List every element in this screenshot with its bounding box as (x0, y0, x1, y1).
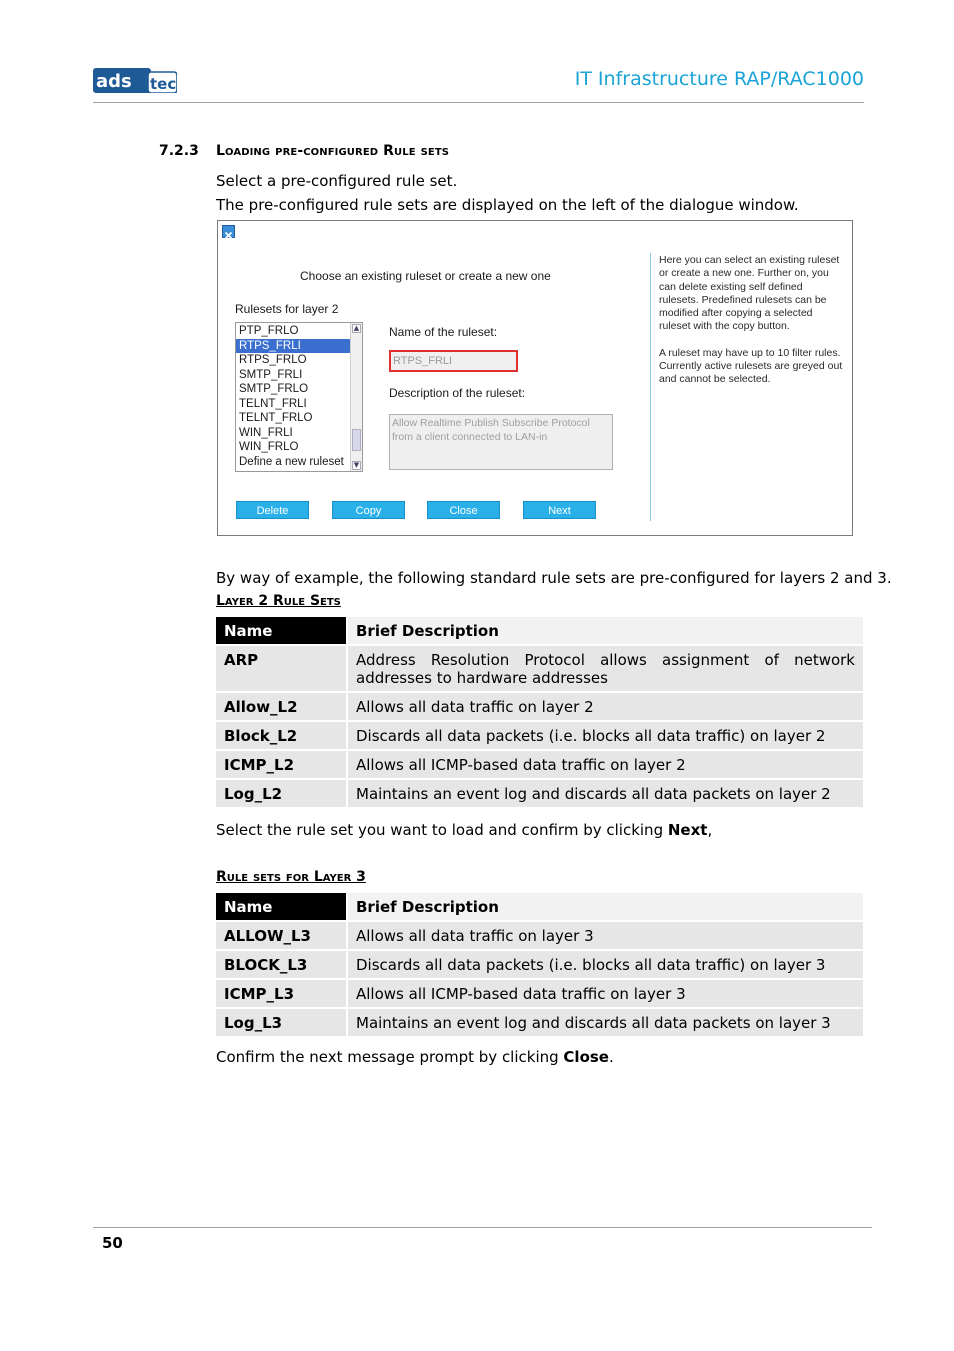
ruleset-description: Allows all ICMP-based data traffic on layer 2 (347, 750, 863, 779)
ruleset-description: Address Resolution Protocol allows assignment of network addresses to hardware addresses (347, 645, 863, 692)
ruleset-name: Allow_L2 (216, 692, 347, 721)
ruleset-description: Allows all data traffic on layer 2 (347, 692, 863, 721)
table-header-row (216, 617, 863, 645)
intro-line-2: The pre-configured rule sets are displayed on the left of the dialogue window. (216, 196, 799, 214)
ruleset-name: Log_L2 (216, 779, 347, 808)
scroll-thumb[interactable] (352, 429, 361, 451)
ruleset-option[interactable]: TELNT_FRLO (239, 412, 313, 424)
ruleset-name-field[interactable]: RTPS_FRLI (389, 350, 518, 372)
ruleset-description: Discards all data packets (i.e. blocks all data traffic) on layer 2 (347, 721, 863, 750)
ruleset-dialog (217, 220, 853, 536)
ruleset-description-label: Description of the ruleset: (389, 386, 526, 400)
ruleset-name: ICMP_L3 (216, 979, 347, 1008)
table-row (216, 779, 863, 808)
ruleset-description: Discards all data packets (i.e. blocks all data traffic) on layer 3 (347, 950, 863, 979)
ruleset-listbox[interactable] (235, 322, 363, 472)
note-text: Select the rule set you want to load and confirm by clicking (216, 821, 668, 839)
ads-tec-logo (93, 68, 177, 93)
ruleset-name: ICMP_L2 (216, 750, 347, 779)
ruleset-option[interactable]: WIN_FRLI (239, 426, 293, 439)
layer2-heading: Layer 2 Rule Sets (216, 593, 341, 609)
column-header-name: Name (216, 617, 347, 645)
ruleset-option-new[interactable]: Define a new ruleset (239, 455, 344, 468)
table-row (216, 721, 863, 750)
ruleset-description: Maintains an event log and discards all data packets on layer 2 (347, 779, 863, 808)
ruleset-description: Maintains an event log and discards all data packets on layer 3 (347, 1008, 863, 1037)
layer3-table (216, 893, 863, 1038)
note-bold: Close (563, 1048, 609, 1066)
footer-divider (93, 1227, 872, 1228)
note-suffix: . (608, 1048, 614, 1066)
ruleset-option[interactable]: SMTP_FRLO (239, 383, 309, 395)
ruleset-name: ARP (216, 645, 347, 692)
document-title: IT Infrastructure RAP/RAC1000 (574, 68, 864, 90)
ruleset-option[interactable]: TELNT_FRLI (239, 397, 307, 410)
table-row (216, 950, 863, 979)
ruleset-option[interactable]: RTPS_FRLO (239, 354, 307, 366)
table-row (216, 692, 863, 721)
close-button[interactable]: Close (427, 501, 500, 519)
intro-line-1: Select a pre-configured rule set. (216, 172, 458, 190)
layer3-heading: Rule sets for Layer 3 (216, 869, 366, 885)
example-text: By way of example, the following standard rule sets are pre-configured for layers 2 and 3. (216, 569, 892, 587)
note-bold: Next (667, 821, 708, 839)
help-paragraph: A ruleset may have up to 10 filter rules. Currently active rulesets are greyed out and cannot be selected. (659, 346, 843, 386)
ruleset-name: ALLOW_L3 (216, 921, 347, 950)
column-header-name: Name (216, 893, 347, 921)
ruleset-option[interactable]: PTP_FRLO (239, 325, 299, 337)
logo-text-ads: ads (96, 71, 132, 92)
dialog-prompt: Choose an existing ruleset or create a new one (300, 269, 551, 283)
ruleset-option-selected[interactable]: RTPS_FRLI (236, 339, 352, 354)
layer2-table (216, 617, 863, 809)
note-suffix: , (707, 821, 713, 839)
section-number: 7.2.3 (159, 143, 199, 159)
table-row (216, 750, 863, 779)
copy-button[interactable]: Copy (332, 501, 405, 519)
help-paragraph: Here you can select an existing ruleset or create a new one. Further on, you can delete existing self defined rulesets. Predefined rulesets can be modified after copying a selected ruleset with the copy button. (659, 254, 840, 333)
ruleset-description: Allows all data traffic on layer 3 (347, 921, 863, 950)
column-header-description: Brief Description (347, 617, 863, 645)
scroll-down-icon[interactable]: ▼ (353, 461, 360, 469)
ruleset-list-label: Rulesets for layer 2 (235, 302, 339, 316)
layer3-note (216, 1048, 614, 1066)
ruleset-name: BLOCK_L3 (216, 950, 347, 979)
ruleset-option[interactable]: SMTP_FRLI (239, 368, 303, 381)
table-row (216, 1008, 863, 1037)
delete-button[interactable]: Delete (236, 501, 309, 519)
ruleset-description: Allows all ICMP-based data traffic on layer 3 (347, 979, 863, 1008)
scroll-up-icon[interactable]: ▲ (353, 324, 360, 332)
page-number: 50 (102, 1234, 123, 1252)
close-icon[interactable] (222, 225, 235, 238)
logo-text-tec: tec (150, 75, 177, 93)
table-row (216, 979, 863, 1008)
ruleset-name-label: Name of the ruleset: (389, 325, 498, 339)
table-row (216, 645, 863, 692)
next-button[interactable]: Next (523, 501, 596, 519)
header-divider (93, 102, 864, 103)
dialog-separator (650, 253, 651, 521)
table-row (216, 921, 863, 950)
note-text: Confirm the next message prompt by clicking (216, 1048, 564, 1066)
ruleset-description-field[interactable]: Allow Realtime Publish Subscribe Protocol from a client connected to LAN-in (389, 414, 613, 470)
dialog-help-text (659, 254, 845, 387)
ruleset-option[interactable]: WIN_FRLO (239, 441, 299, 453)
layer2-note (216, 821, 712, 839)
table-header-row (216, 893, 863, 921)
ruleset-name: Log_L3 (216, 1008, 347, 1037)
column-header-description: Brief Description (347, 893, 863, 921)
ruleset-name: Block_L2 (216, 721, 347, 750)
section-title: Loading pre-configured Rule sets (216, 143, 450, 159)
listbox-scrollbar[interactable] (350, 323, 362, 471)
